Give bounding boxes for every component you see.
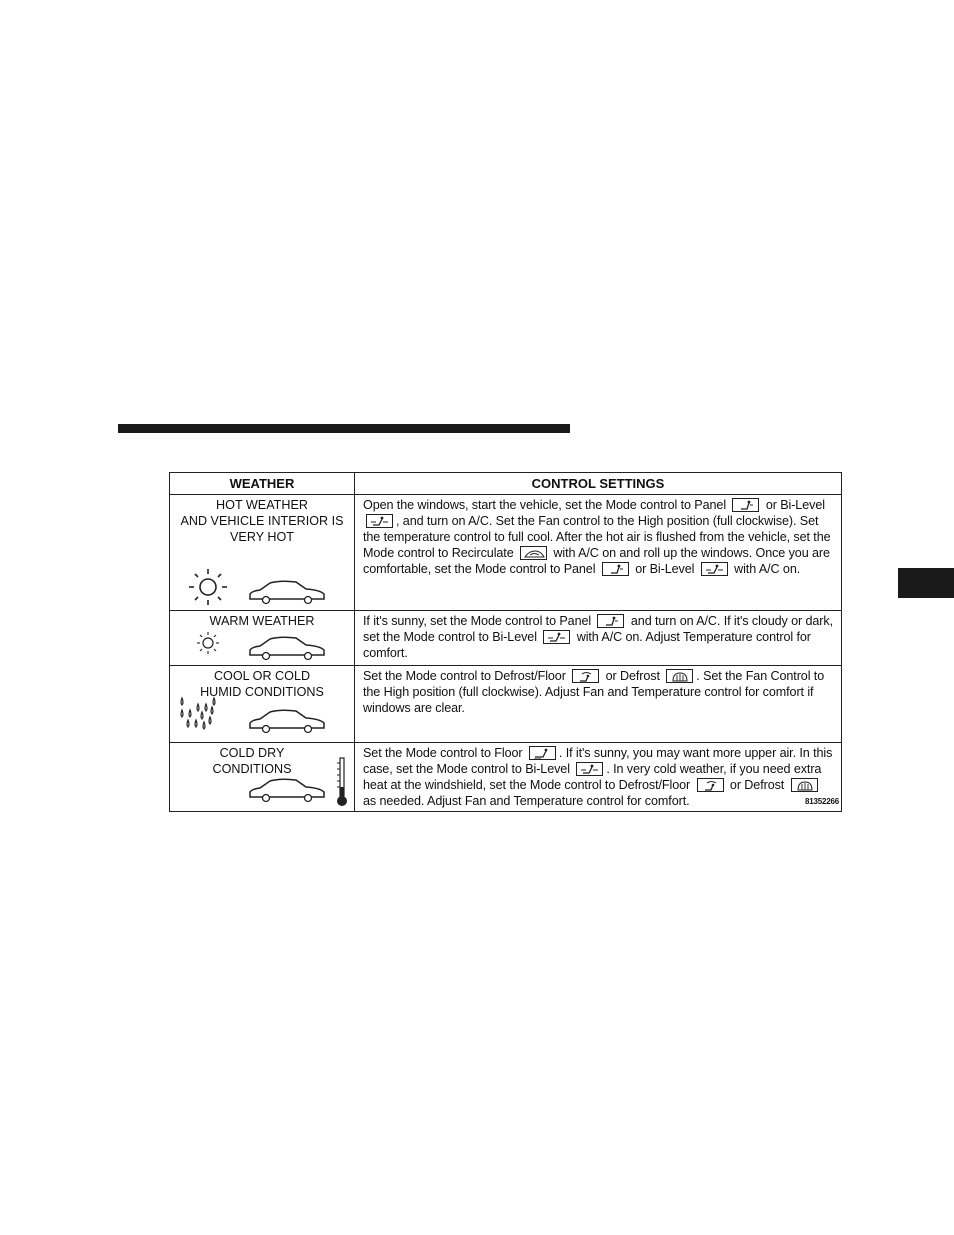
weather-cell (170, 743, 355, 812)
table-header-row (170, 473, 842, 495)
table-row (170, 611, 842, 666)
weather-cell (170, 611, 355, 666)
control-text-segment: or Bi-Level (631, 562, 698, 576)
control-text-segment: with A/C on. Adjust Temperature control for comfort. (363, 630, 811, 660)
control-text-segment: If it's sunny, set the Mode control to Panel (363, 614, 595, 628)
defrost-icon (791, 778, 818, 792)
car-icon (248, 635, 328, 663)
car-icon (248, 777, 328, 805)
control-text (355, 666, 841, 718)
panel-mode-icon (597, 614, 624, 628)
control-text-segment: Set the Mode control to Defrost/Floor (363, 669, 570, 683)
weather-label: HOT WEATHER AND VEHICLE INTERIOR IS VERY HOT (180, 498, 344, 544)
control-text (355, 495, 841, 579)
panel-mode-icon (602, 562, 629, 576)
table-row (170, 666, 842, 743)
control-text-segment: Set the Mode control to Floor (363, 746, 526, 760)
panel-mode-icon (732, 498, 759, 512)
control-text-segment: or Defrost (602, 669, 664, 683)
bilevel-mode-icon (366, 514, 393, 528)
control-settings-header: CONTROL SETTINGS (355, 473, 842, 495)
floor-mode-icon (529, 746, 556, 760)
chapter-tab (898, 568, 954, 598)
weather-header: WEATHER (170, 473, 355, 495)
weather-cell (170, 495, 355, 611)
raindrops-icon (178, 696, 218, 732)
control-text (355, 743, 841, 811)
recirculate-icon (520, 546, 547, 560)
figure-code: 81352266 (805, 797, 839, 806)
control-cell (355, 611, 842, 666)
table-row (170, 495, 842, 611)
defrost-icon (666, 669, 693, 683)
thermometer-icon (334, 757, 350, 807)
control-text-segment: or Defrost (726, 778, 788, 792)
control-text-segment: and turn on A/C. If it's cloudy or dark, set the Mode control to Bi-Level (363, 614, 833, 644)
weather-label: COOL OR COLD HUMID CONDITIONS (200, 669, 324, 699)
table-row (170, 743, 842, 812)
defrost-floor-icon (697, 778, 724, 792)
sun-icon (188, 567, 230, 607)
bilevel-mode-icon (701, 562, 728, 576)
defrost-floor-icon (572, 669, 599, 683)
control-text-segment: . Set the Fan Control to the High position (full clockwise). Adjust Fan and Temperature control for comfort if windows are clear. (363, 669, 825, 715)
control-cell (355, 495, 842, 611)
control-text-segment: with A/C on and roll up the windows. Once you are comfortable, set the Mode control to Panel (363, 546, 830, 576)
control-text-segment: or Bi-Level (762, 498, 825, 512)
sun-icon (196, 631, 220, 655)
control-text (355, 611, 841, 663)
control-text-segment: . If it's sunny, you may want more upper air. In this case, set the Mode control to Bi-Level (363, 746, 833, 776)
weather-label: WARM WEATHER (209, 614, 315, 628)
weather-cell (170, 666, 355, 743)
climate-settings-table (169, 472, 842, 812)
car-icon (248, 708, 328, 736)
control-text-segment: as needed. Adjust Fan and Temperature control for comfort. (363, 794, 690, 808)
car-icon (248, 579, 328, 607)
control-cell (355, 743, 842, 812)
control-text-segment: . In very cold weather, if you need extra heat at the windshield, set the Mode control to Defrost/Floor (363, 762, 822, 792)
section-rule (118, 424, 570, 433)
bilevel-mode-icon (543, 630, 570, 644)
control-text-segment: , and turn on A/C. Set the Fan control to the High position (full clockwise). Set the temperature control to full cool. After the hot air is flushed from the vehicle, set the Mode control to Recirculate (363, 514, 831, 560)
bilevel-mode-icon (576, 762, 603, 776)
control-text-segment: with A/C on. (730, 562, 801, 576)
weather-label: COLD DRY CONDITIONS (212, 746, 292, 776)
control-text-segment: Open the windows, start the vehicle, set the Mode control to Panel (363, 498, 730, 512)
control-cell (355, 666, 842, 743)
